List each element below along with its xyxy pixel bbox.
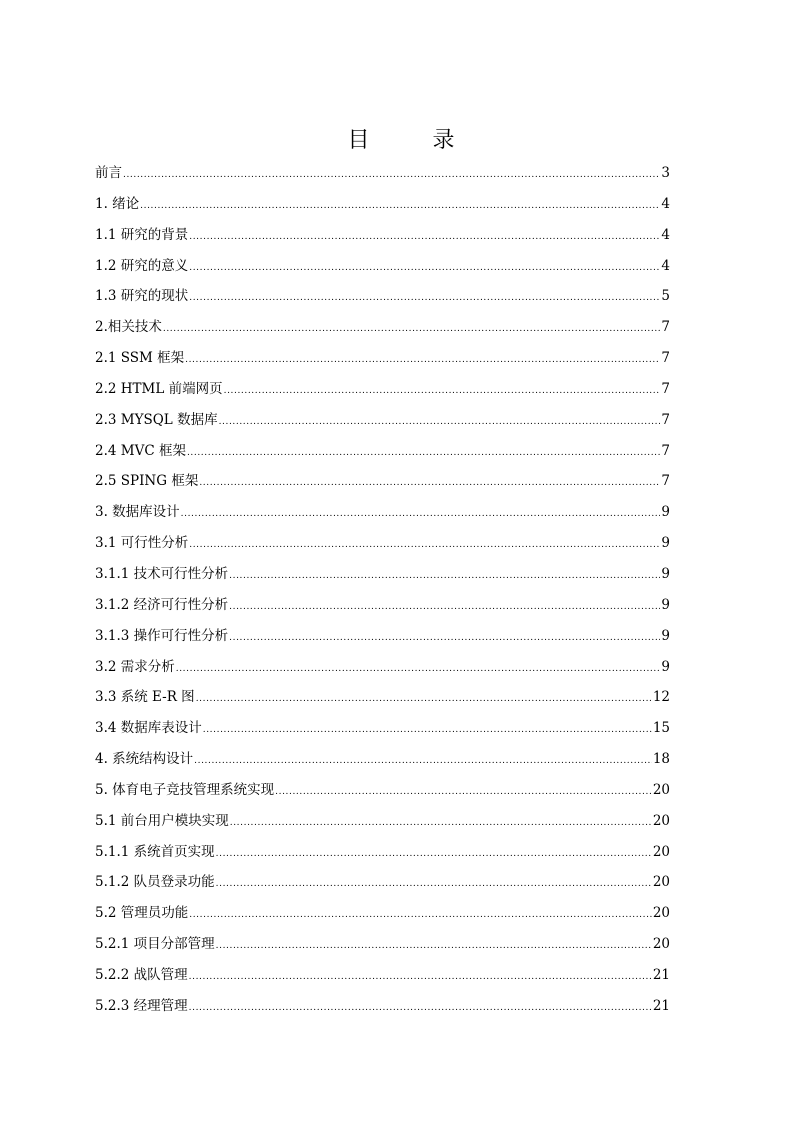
toc-entry-page-number: 7 (661, 473, 670, 490)
toc-entry[interactable] (95, 501, 670, 532)
toc-dot-leader (229, 565, 660, 587)
toc-dot-leader (181, 503, 661, 525)
toc-entry-label: 3.4 数据库表设计 (95, 720, 202, 737)
toc-entry-page-number: 3 (661, 165, 670, 181)
toc-entry-label: 3.1.2 经济可行性分析 (95, 596, 229, 613)
toc-entry[interactable] (95, 255, 670, 286)
toc-entry-label: 1.1 研究的背景 (95, 226, 189, 243)
toc-entry-page-number: 9 (661, 627, 670, 644)
toc-entry[interactable] (95, 563, 670, 594)
toc-entry-label: 1. 绪论 (95, 195, 140, 212)
toc-entry-label: 5. 体育电子竞技管理系统实现 (95, 781, 275, 798)
toc-dot-leader (194, 750, 652, 772)
toc-entry-label: 5.2.1 项目分部管理 (95, 936, 215, 953)
toc-dot-leader (229, 596, 660, 618)
toc-dot-leader (189, 904, 652, 926)
toc-entry[interactable] (95, 162, 670, 193)
toc-dot-leader (196, 688, 652, 710)
toc-entry-label: 3. 数据库设计 (95, 504, 180, 521)
toc-entry-label: 3.1.3 操作可行性分析 (95, 627, 229, 644)
toc-entry-page-number: 20 (652, 812, 670, 829)
toc-entry[interactable] (95, 224, 670, 255)
toc-entry-label: 3.2 需求分析 (95, 658, 175, 675)
toc-entry-page-number: 9 (661, 658, 670, 675)
toc-entry-page-number: 18 (652, 751, 670, 768)
toc-entry-page-number: 20 (652, 781, 670, 798)
toc-dot-leader (176, 658, 661, 680)
toc-entry[interactable] (95, 625, 670, 656)
toc-entry-label: 2.3 MYSQL 数据库 (95, 411, 218, 428)
toc-entry[interactable] (95, 532, 670, 563)
toc-dot-leader (203, 719, 652, 741)
toc-entry[interactable] (95, 841, 670, 872)
toc-dot-leader (189, 997, 652, 1019)
toc-entry[interactable] (95, 594, 670, 625)
toc-dot-leader (189, 966, 652, 988)
toc-dot-leader (189, 287, 660, 309)
toc-dot-leader (199, 472, 660, 494)
toc-dot-leader (216, 873, 652, 895)
toc-entry-label: 2.5 SPING 框架 (95, 473, 199, 490)
toc-dot-leader (216, 935, 652, 957)
toc-entry-label: 2.相关技术 (95, 319, 162, 336)
toc-entry-label: 3.3 系统 E-R 图 (95, 689, 195, 706)
toc-entry-page-number: 4 (661, 226, 670, 243)
toc-dot-leader (275, 781, 652, 803)
toc-dot-leader (163, 318, 661, 340)
toc-dot-leader (216, 843, 652, 865)
toc-entry-page-number: 9 (661, 504, 670, 521)
toc-entry-page-number: 9 (661, 596, 670, 613)
toc-entry[interactable] (95, 686, 670, 717)
toc-entry-page-number: 9 (661, 565, 670, 582)
toc-entry-page-number: 4 (661, 195, 670, 212)
toc-entry-page-number: 15 (652, 720, 670, 737)
toc-entry-label: 5.1 前台用户模块实现 (95, 812, 229, 829)
toc-entry-label: 4. 系统结构设计 (95, 751, 194, 768)
toc-dot-leader (187, 442, 660, 464)
toc-entry[interactable] (95, 316, 670, 347)
toc-entry[interactable] (95, 779, 670, 810)
toc-entry-label: 1.3 研究的现状 (95, 288, 189, 305)
toc-entry[interactable] (95, 871, 670, 902)
toc-entry[interactable] (95, 285, 670, 316)
toc-dot-leader (189, 226, 660, 248)
toc-entry-page-number: 21 (652, 997, 670, 1014)
toc-entry-page-number: 5 (661, 288, 670, 305)
toc-entry-label: 2.4 MVC 框架 (95, 442, 186, 459)
toc-entry[interactable] (95, 656, 670, 687)
toc-entry-page-number: 7 (661, 442, 670, 459)
toc-entry[interactable] (95, 748, 670, 779)
toc-title: 目 录 (347, 128, 483, 153)
toc-dot-leader (140, 195, 660, 217)
toc-entry-label: 5.1.1 系统首页实现 (95, 843, 215, 860)
toc-entry-page-number: 21 (652, 966, 670, 983)
toc-entry[interactable] (95, 470, 670, 501)
toc-entry-page-number: 7 (661, 411, 670, 428)
toc-entry-page-number: 7 (661, 380, 670, 397)
toc-entry-label: 5.2.3 经理管理 (95, 997, 188, 1014)
toc-entry-label: 3.1.1 技术可行性分析 (95, 565, 229, 582)
toc-entry[interactable] (95, 902, 670, 933)
toc-entry-page-number: 7 (661, 319, 670, 336)
toc-entry-label: 1.2 研究的意义 (95, 257, 189, 274)
toc-dot-leader (229, 627, 660, 649)
toc-dot-leader (189, 534, 660, 556)
toc-entry-page-number: 20 (652, 905, 670, 922)
toc-entry-label: 2.2 HTML 前端网页 (95, 380, 223, 397)
toc-entry-label: 5.2 管理员功能 (95, 905, 189, 922)
toc-list (95, 162, 670, 1026)
toc-entry-page-number: 20 (652, 843, 670, 860)
toc-entry[interactable] (95, 409, 670, 440)
toc-entry[interactable] (95, 995, 670, 1026)
toc-entry-label: 5.2.2 战队管理 (95, 966, 188, 983)
toc-entry-page-number: 7 (661, 350, 670, 367)
toc-entry-label: 3.1 可行性分析 (95, 535, 189, 552)
toc-entry-page-number: 12 (652, 689, 670, 706)
toc-entry[interactable] (95, 193, 670, 224)
toc-entry-label: 2.1 SSM 框架 (95, 350, 185, 367)
toc-entry-label: 前言 (95, 165, 122, 181)
toc-entry[interactable] (95, 347, 670, 378)
toc-entry[interactable] (95, 964, 670, 995)
toc-entry-page-number: 9 (661, 535, 670, 552)
toc-entry-label: 5.1.2 队员登录功能 (95, 874, 215, 891)
toc-dot-leader (189, 257, 660, 279)
toc-dot-leader (219, 411, 661, 433)
toc-entry-page-number: 20 (652, 936, 670, 953)
toc-dot-leader (224, 380, 661, 402)
toc-dot-leader (230, 812, 652, 834)
toc-entry[interactable] (95, 810, 670, 841)
toc-entry-page-number: 20 (652, 874, 670, 891)
toc-dot-leader (185, 349, 660, 371)
toc-entry-page-number: 4 (661, 257, 670, 274)
toc-entry[interactable] (95, 440, 670, 471)
toc-entry[interactable] (95, 933, 670, 964)
toc-dot-leader (123, 164, 660, 186)
toc-entry[interactable] (95, 717, 670, 748)
toc-entry[interactable] (95, 378, 670, 409)
